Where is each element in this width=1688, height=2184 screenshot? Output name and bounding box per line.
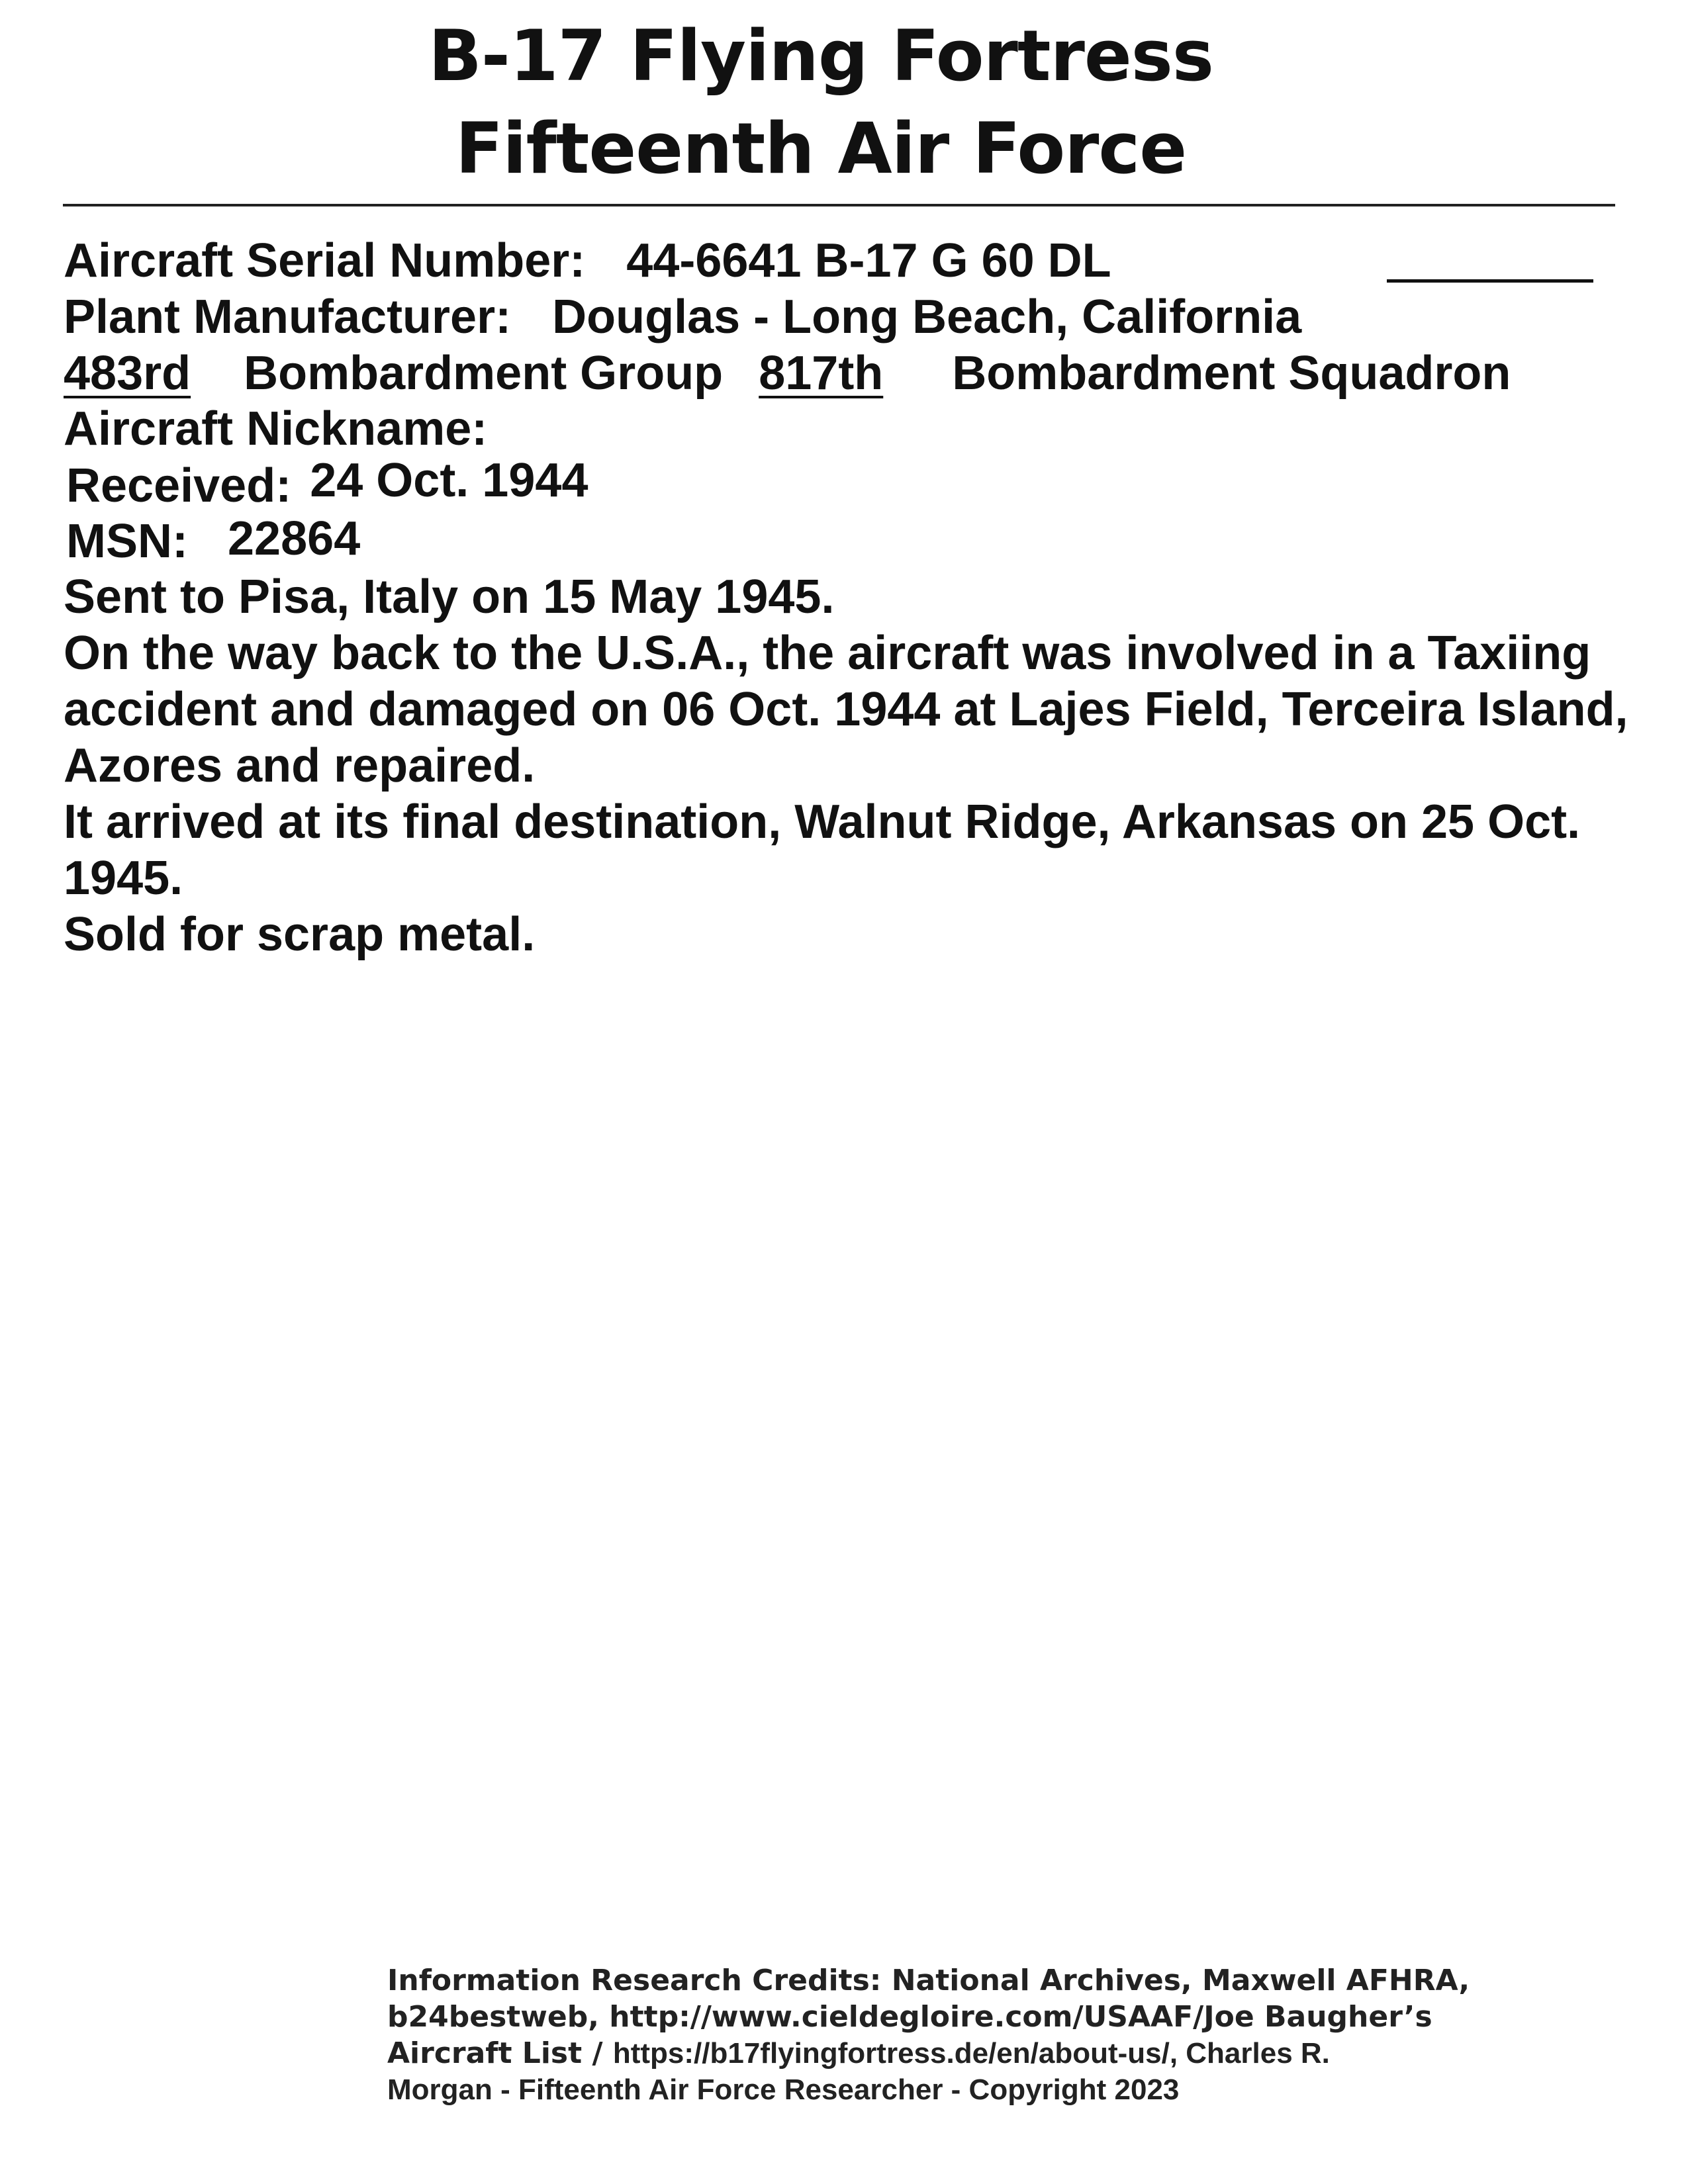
serial-label: Aircraft Serial Number:	[64, 234, 586, 287]
page-subtitle: Fifteenth Air Force	[455, 108, 1187, 189]
plant-value: Douglas - Long Beach, California	[552, 291, 1302, 343]
msn-value: 22864	[228, 512, 361, 565]
plant-row	[64, 289, 1301, 345]
history-line: 1945.	[64, 852, 183, 905]
credits-line: Information Research Credits: National Archives, Maxwell AFHRA,	[387, 1964, 1470, 1997]
history-line: accident and damaged on 06 Oct. 1944 at Lajes Field, Terceira Island,	[64, 683, 1628, 736]
history-line: Sold for scrap metal.	[64, 908, 536, 961]
history-line: On the way back to the U.S.A., the aircraft was involved in a Taxiing	[64, 627, 1591, 680]
credits-line: b24bestweb, http://www.cieldegloire.com/USAAF/Joe Baugher’s	[387, 2000, 1432, 2034]
received-label: Received:	[66, 459, 292, 512]
group-value: 483rd	[64, 347, 191, 400]
blank-field-line	[1387, 279, 1593, 283]
credits-text: Aircraft List /	[387, 2036, 613, 2070]
serial-row	[64, 233, 1111, 289]
copyright-line: Morgan - Fifteenth Air Force Researcher - Copyright 2023	[387, 2073, 1180, 2106]
header-divider	[63, 204, 1615, 206]
serial-value: 44-6641 B-17 G 60 DL	[626, 234, 1111, 287]
history-line: Sent to Pisa, Italy on 15 May 1945.	[64, 570, 835, 623]
msn-row	[66, 514, 360, 569]
received-row	[66, 454, 588, 514]
unit-row	[64, 345, 1511, 401]
msn-label: MSN:	[66, 515, 188, 568]
received-value: 24 Oct. 1944	[310, 454, 588, 507]
squadron-value: 817th	[759, 347, 884, 400]
plant-label: Plant Manufacturer:	[64, 291, 512, 343]
squadron-label: Bombardment Squadron	[952, 347, 1511, 400]
credits-url: https://b17flyingfortress.de/en/about-us/, Charles R.	[612, 2037, 1330, 2070]
history-line: It arrived at its final destination, Walnut Ridge, Arkansas on 25 Oct.	[64, 796, 1581, 848]
credits-line	[387, 2035, 1330, 2072]
page-title: B-17 Flying Fortress	[428, 15, 1213, 97]
nickname-label: Aircraft Nickname:	[64, 402, 488, 455]
group-label: Bombardment Group	[244, 347, 724, 400]
history-line: Azores and repaired.	[64, 739, 536, 792]
